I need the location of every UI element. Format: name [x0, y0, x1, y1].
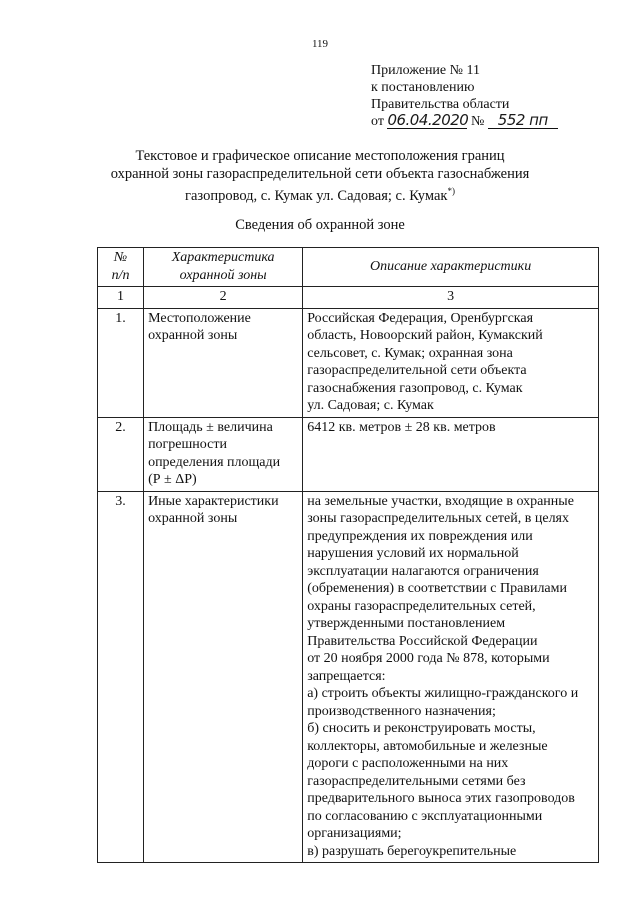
description-line: ул. Садовая; с. Кумак	[307, 398, 434, 413]
appendix-date-line	[371, 113, 558, 130]
description-line: б) сносить и реконструировать мосты,	[307, 721, 536, 736]
protection-zone-table	[97, 247, 599, 863]
description-line: газораспределительными сетями без	[307, 773, 526, 789]
from-label: от	[371, 114, 384, 129]
description-line: сельсовет, с. Кумак; охранная зона	[307, 345, 513, 361]
description-line: утвержденными постановлением	[307, 616, 506, 631]
row-characteristic	[144, 308, 303, 417]
characteristic-line: погрешности	[148, 437, 227, 452]
characteristic-line: Иные характеристики	[148, 493, 279, 509]
appendix-block	[371, 62, 558, 130]
column-number-3: 3	[303, 287, 599, 309]
characteristic-line: определения площади	[148, 454, 281, 470]
description-line: на земельные участки, входящие в охранные	[307, 493, 574, 509]
description-line: а) строить объекты жилищно-гражданского и	[307, 686, 579, 701]
header-num-line-2: п/п	[111, 267, 130, 283]
description-line: предварительного выноса этих газопроводов	[307, 791, 575, 806]
table-row	[98, 308, 599, 417]
description-line: коллекторы, автомобильные и железные	[307, 738, 548, 754]
description-line: запрещается:	[307, 668, 386, 684]
header-characteristic-line-2: охранной зоны	[179, 267, 267, 283]
description-line: область, Новоорский район, Кумакский	[307, 328, 543, 343]
row-number: 2.	[98, 417, 144, 491]
description-line: организациями;	[307, 826, 402, 841]
description-line: нарушения условий их нормальной	[307, 546, 519, 561]
description-line: производственного назначения;	[307, 703, 496, 719]
row-description	[303, 417, 599, 491]
row-description	[303, 308, 599, 417]
characteristic-line: (Р ± ΔР)	[148, 472, 197, 487]
header-num	[98, 248, 144, 287]
header-characteristic	[144, 248, 303, 287]
description-line: газораспределительной сети объекта	[307, 363, 527, 378]
row-number: 3.	[98, 491, 144, 863]
title-line-3	[0, 183, 640, 205]
title-line-3-text: газопровод, с. Кумак ул. Садовая; с. Кумак	[185, 187, 448, 204]
description-line: охраны газораспределительных сетей,	[307, 598, 536, 614]
description-line: от 20 ноября 2000 года № 878, которыми	[307, 651, 550, 666]
appendix-line-1: Приложение № 11	[371, 63, 480, 78]
column-number-row	[98, 287, 599, 309]
title-line-2: охранной зоны газораспределительной сети объекта газоснабжения	[110, 165, 530, 182]
characteristic-line: Местоположение	[148, 310, 251, 326]
row-characteristic	[144, 417, 303, 491]
table-row	[98, 417, 599, 491]
description-line: эксплуатации налагаются ограничения	[307, 563, 539, 579]
column-number-1: 1	[98, 287, 144, 309]
page-number: 119	[311, 38, 329, 50]
appendix-line-3: Правительства области	[371, 97, 510, 112]
characteristic-line: Площадь ± величина	[148, 419, 273, 435]
handwritten-date: 06.04.2020	[387, 111, 469, 129]
handwritten-number: 552 пп	[488, 113, 558, 129]
row-number: 1.	[98, 308, 144, 417]
description-line: зоны газораспределительных сетей, в целях	[307, 511, 570, 526]
title-line-1: Текстовое и графическое описание местоположения границ	[135, 148, 505, 164]
characteristic-line: охранной зоны	[148, 511, 238, 526]
characteristic-line: охранной зоны	[148, 328, 238, 343]
footnote-mark: *)	[447, 186, 455, 196]
row-description	[303, 491, 599, 863]
description-line: в) разрушать берегоукрепительные	[307, 843, 517, 859]
column-number-2: 2	[144, 287, 303, 309]
row-characteristic	[144, 491, 303, 863]
description-line: газоснабжения газопровод, с. Кумак	[307, 380, 523, 396]
header-num-line-1: №	[113, 250, 128, 265]
table-body	[98, 308, 599, 863]
section-subtitle: Сведения об охранной зоне	[235, 217, 405, 233]
header-description: Описание характеристики	[303, 248, 599, 287]
description-line: 6412 кв. метров ± 28 кв. метров	[307, 419, 496, 435]
appendix-line-2: к постановлению	[371, 80, 475, 95]
header-characteristic-line-1: Характеристика	[171, 250, 275, 265]
table-row	[98, 491, 599, 863]
description-line: по согласованию с эксплуатационными	[307, 808, 543, 824]
table-header-row	[98, 248, 599, 287]
number-label: №	[470, 114, 485, 129]
description-line: дороги с расположенными на них	[307, 756, 509, 771]
description-line: Правительства Российской Федерации	[307, 633, 538, 649]
description-line: предупреждения их повреждения или	[307, 528, 533, 544]
description-line: (обременения) в соответствии с Правилами	[307, 581, 567, 596]
document-title	[0, 148, 640, 205]
description-line: Российская Федерация, Оренбургская	[307, 310, 534, 326]
